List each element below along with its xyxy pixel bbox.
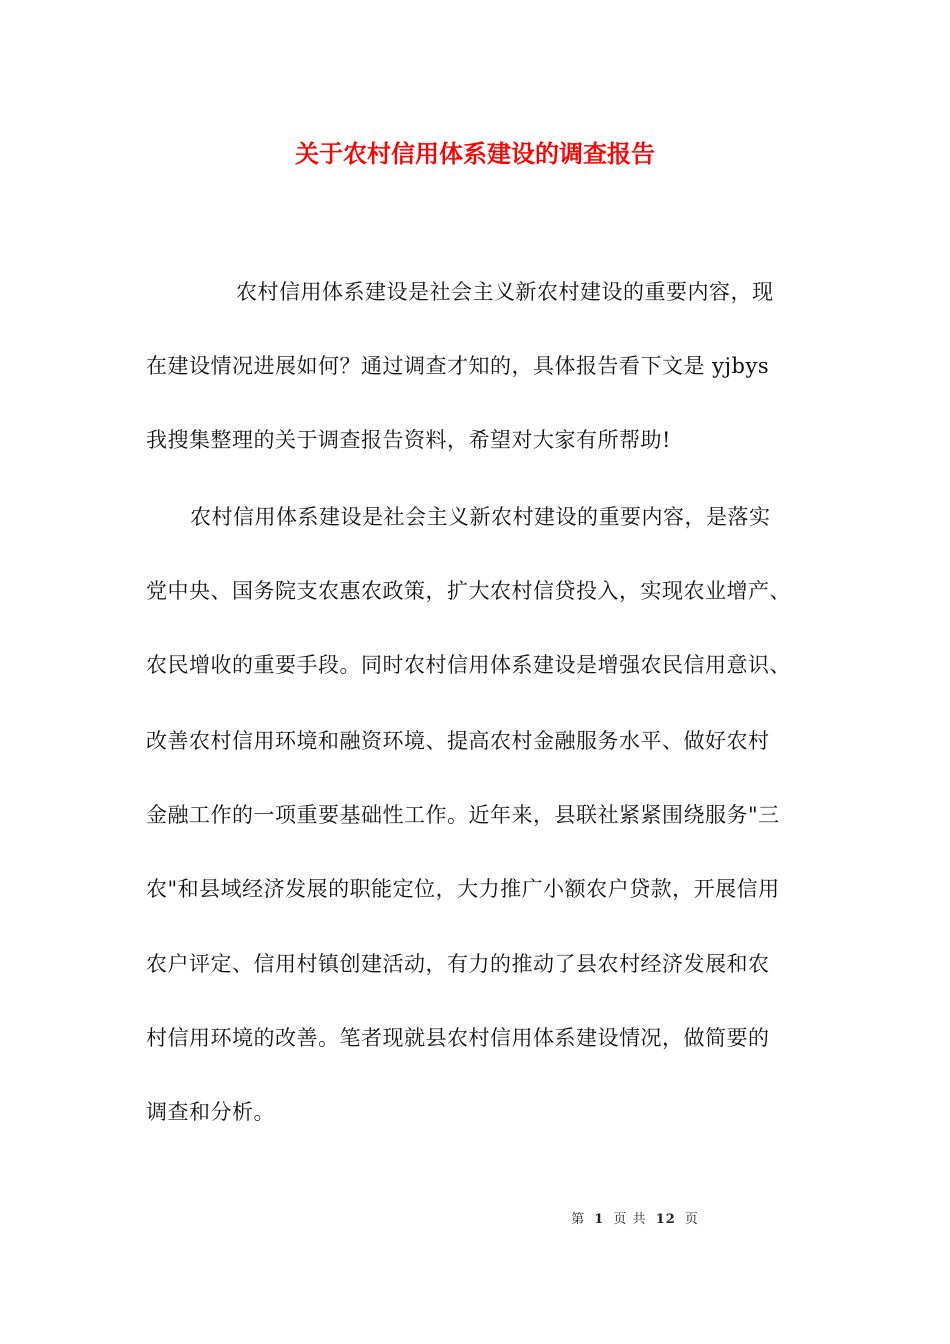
body-line-1: 农村信用体系建设是社会主义新农村建设的重要内容，是落实 (190, 505, 771, 529)
intro-line-3: 我搜集整理的关于调查报告资料，希望对大家有所帮助! (146, 428, 671, 452)
footer-page-number: 1 (594, 1212, 605, 1227)
document-title: 关于农村信用体系建设的调查报告 (295, 140, 655, 168)
page-footer (160, 1208, 950, 1227)
intro-line-1: 农村信用体系建设是社会主义新农村建设的重要内容，现 (236, 280, 774, 304)
footer-total-pages: 12 (655, 1212, 676, 1227)
footer-prefix: 第 (571, 1212, 586, 1227)
body-line-4: 改善农村信用环境和融资环境、提高农村金融服务水平、做好农村 (146, 729, 770, 753)
intro-line-2: 在建设情况进展如何？通过调查才知的，具体报告看下文是 yjbys (146, 354, 770, 378)
body-line-3: 农民增收的重要手段。同时农村信用体系建设是增强农民信用意识、 (146, 653, 791, 677)
body-line-7: 农户评定、信用村镇创建活动，有力的推动了县农村经济发展和农 (146, 952, 770, 976)
body-line-8: 村信用环境的改善。笔者现就县农村信用体系建设情况，做简要的 (146, 1026, 770, 1050)
footer-suffix: 页 (684, 1212, 699, 1227)
body-line-9: 调查和分析。 (146, 1100, 275, 1124)
body-line-5: 金融工作的一项重要基础性工作。近年来，县联社紧紧围绕服务"三 (146, 803, 780, 827)
footer-middle: 页 共 (613, 1212, 647, 1227)
body-line-2: 党中央、国务院支农惠农政策，扩大农村信贷投入，实现农业增产、 (146, 579, 791, 603)
body-line-6: 农"和县域经济发展的职能定位，大力推广小额农户贷款，开展信用 (146, 877, 780, 901)
